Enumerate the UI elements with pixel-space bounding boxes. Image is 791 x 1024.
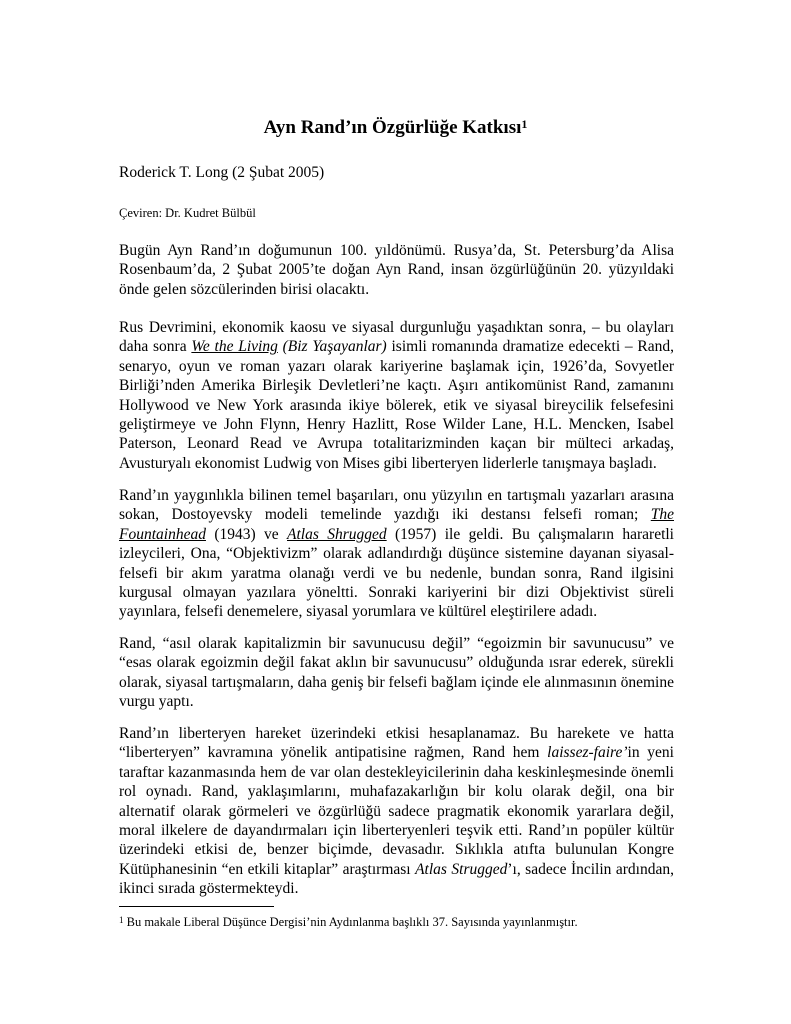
document-title [0,116,791,140]
paragraph-5-text-a: Rand’ın liberteryen hareket üzerindeki etkisi hesaplanamaz. Bu harekete ve hatta “liberteryen” kavramına yönelik antipatisine rağmen, Rand hem [119,725,674,762]
book-title-fountainhead: The Fountainhead [119,506,674,543]
book-title-atlas-strugged: Atlas Strugged [415,860,508,878]
paragraph-4: Rand, “asıl olarak kapitalizmin bir savunucusu değil” “egoizmin bir savunucusu” ve “esas olarak egoizmin değil fakat aklın bir savunucusu” olduğunda ısrar ederek, sürekli olarak, siyasal tartışmaların, daha geniş bir felsefi bağlam içinde ele alınmasının önemine vurgu yaptı. [119,635,674,711]
title-text: Ayn Rand’ın Özgürlüğe Katkısı [263,117,522,138]
paragraph-1: Bugün Ayn Rand’ın doğumunun 100. yıldönümü. Rusya’da, St. Petersburg’da Alisa Rosenbaum’da, 2 Şubat 2005’te doğan Ayn Rand, insan özgürlüğünün 20. yüzyıldaki önde gelen sözcülerinden birisi olacaktı. [119,242,674,298]
title-footnote-ref[interactable]: 1 [521,117,528,131]
paragraph-3-text-b: (1943) ve [205,525,288,543]
paragraph-3-text-a: Rand’ın yaygınlıkla bilinen temel başarıları, onu yüzyılın en tartışmalı yazarları arasına sokan, Dostoyevsky modeli temelinde yazdığı iki destansı felsefi roman; [119,487,674,524]
paragraph-2-text-a: Rus Devrimini, ekonomik kaosu ve siyasal durgunluğu yaşadıktan sonra, – bu olayları daha sonra [119,319,674,356]
author-line: Roderick T. Long (2 Şubat 2005) [119,164,325,181]
paragraph-2 [119,318,674,473]
paragraph-2-text-b: isimli romanında dramatize edecekti – Rand, senaryo, oyun ve roman yazarı olarak kariyerine başlamak için, 1926’da, Sovyetler Birliği’nden Amerika Birleşik Devletleri’ne kaçtı. Aşırı antikomünist Rand, zamanını Hollywood ve New York arasında ikiye bölerek, etik ve siyasal bireycilik felsefesini geliştirmeye ve John Flynn, Henry Hazlitt, Rose Wilder Lane, H.L. Mencken, Isabel Paterson, Leonard Read ve Avrupa totalitarizminden kaçan bir mülteci arkadaş, Avusturyalı ekonomist Ludwig von Mises gibi liberteryen liderlerle tanışmaya başladı. [119,338,675,472]
paragraph-5 [119,724,674,899]
paragraph-3 [119,486,674,622]
paragraph-3-text-c: (1957) ile geldi. Bu çalışmaların hararetli izleycileri, Ona, “Objektivizm” olarak adlandırdığı düşünce sistemine dayanan siyasal-felsefi bir akım yaratma olanağı verdi ve bu nedenle, bundan sonra, Rand ilgisini kurgusal olmayan yazılara yöneltti. Sonraki kariyerini bir dizi Objektivist süreli yayınlara, felsefi denemelere, siyasal yorumlara ve kültürel eleştirilere adadı. [119,525,674,621]
translator-line: Çeviren: Dr. Kudret Bülbül [119,206,256,220]
footnote [119,914,578,930]
book-title-atlas-shrugged: Atlas Shrugged [287,525,387,543]
term-laissez-faire: laissez-faire’ [547,744,628,762]
paragraph-5-text-c: ’ı, sadece İncilin ardından, ikinci sırada göstermekteydi. [119,860,674,898]
book-title-we-the-living: We the Living [191,338,278,356]
paragraph-5-text-b: in yeni taraftar kazanmasında hem de var olan destekleyicilerinin daha keskinleşmesinde önemli rol oynadı. Rand, yaklaşımlarını, muhafazakarlığın bir kolu olarak değil, ona bir alternatif olarak görmeleri ve özgürlüğü sadece pragmatik ekonomik yararlara değil, moral ilkelere de dayandırmaları için liberteryenleri teşvik etti. Rand’ın popüler kültür üzerindeki etkisi de, benzer biçimde, devasadır. Sıklıkla atıfta bulunulan Kongre Kütüphanesinin “en etkili kitaplar” araştırması [119,744,674,878]
footnote-separator [119,906,274,907]
book-title-biz-yasayanlar: (Biz Yaşayanlar) [282,338,387,356]
footnote-text: Bu makale Liberal Düşünce Dergisi’nin Aydınlanma başlıklı 37. Sayısında yayınlanmıştır. [126,915,578,929]
footnote-number: 1 [119,915,124,925]
